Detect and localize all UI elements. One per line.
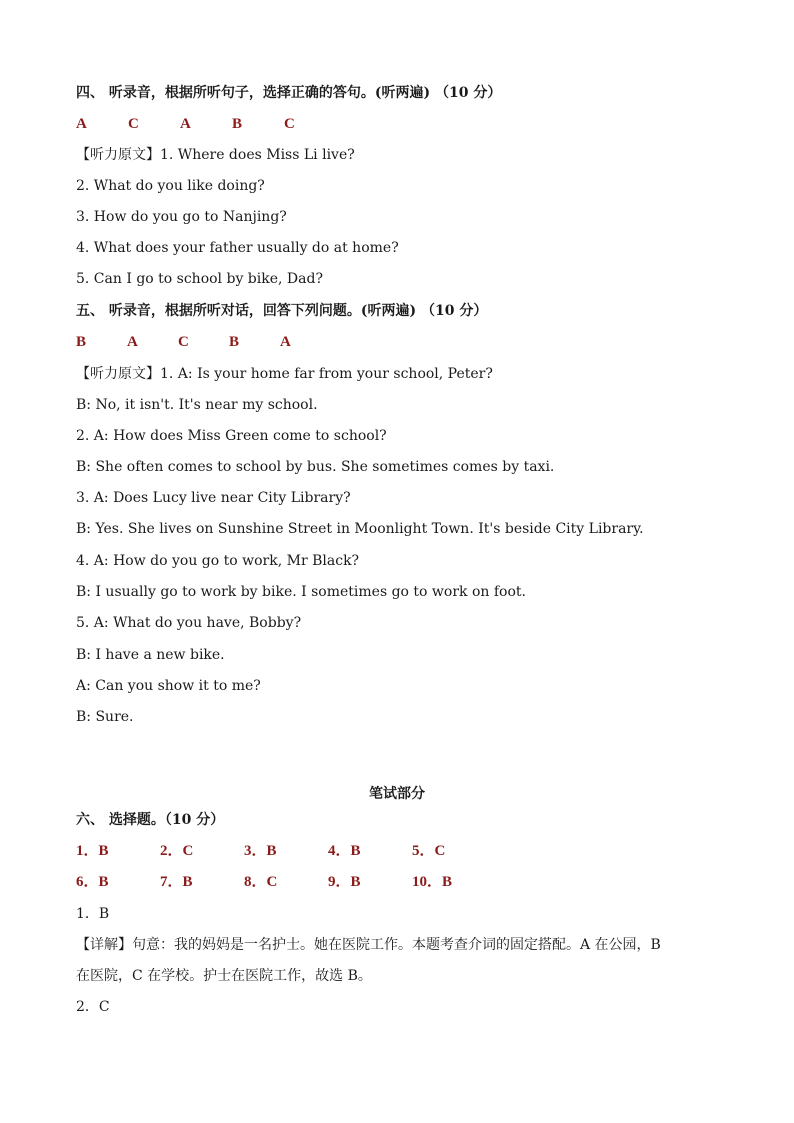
transcript-line: 5. A: What do you have, Bobby? xyxy=(76,615,302,631)
transcript-line: 【听力原文】1. Where does Miss Li live? xyxy=(76,147,355,163)
answer: A xyxy=(76,116,87,132)
answer: 2．C xyxy=(160,843,194,859)
answer: 4．B xyxy=(328,843,361,859)
transcript-line: B: Sure. xyxy=(76,709,134,725)
answer: 1．B xyxy=(76,843,109,859)
transcript-line: 【听力原文】1. A: Is your home far from your school, Peter? xyxy=(76,366,493,382)
transcript-line: 4. What does your father usually do at home? xyxy=(76,240,399,256)
answer: 9．B xyxy=(328,874,361,890)
answer: 8．C xyxy=(244,874,278,890)
detail-text: 在医院，C 在学校。护士在医院工作，故选 B。 xyxy=(76,968,372,984)
transcript-line: B: I usually go to work by bike. I sometimes go to work on foot. xyxy=(76,584,526,600)
transcript-line: 4. A: How do you go to work, Mr Black? xyxy=(76,553,360,569)
section5-heading: 五、 听录音，根据所听对话，回答下列问题。(听两遍) （10 分） xyxy=(76,303,488,319)
answer: 6．B xyxy=(76,874,109,890)
transcript-line: B: She often comes to school by bus. She sometimes comes by taxi. xyxy=(76,459,555,475)
transcript-line: 2. A: How does Miss Green come to school? xyxy=(76,428,387,444)
section4-answers xyxy=(76,115,295,133)
question-label: 2．C xyxy=(76,999,110,1015)
transcript-line: 3. How do you go to Nanjing? xyxy=(76,209,287,225)
transcript-line: B: No, it isn't. It's near my school. xyxy=(76,397,318,413)
answer: C xyxy=(284,116,295,132)
answer: C xyxy=(178,334,189,350)
section5-answers xyxy=(76,333,291,351)
transcript-line: B: I have a new bike. xyxy=(76,647,225,663)
question-label: 1．B xyxy=(76,906,110,922)
written-part-title: 笔试部分 xyxy=(369,786,425,802)
answer: A xyxy=(180,116,191,132)
transcript-line: 5. Can I go to school by bike, Dad? xyxy=(76,271,323,287)
answer: B xyxy=(232,116,243,132)
section6-heading: 六、 选择题。（10 分） xyxy=(76,812,225,828)
section6-answer-row xyxy=(76,873,452,891)
answer: 3．B xyxy=(244,843,277,859)
answer: B xyxy=(76,334,87,350)
detail-text: 【详解】句意：我的妈妈是一名护士。她在医院工作。本题考查介词的固定搭配。A 在公园，B xyxy=(76,937,661,953)
section4-heading: 四、 听录音，根据所听句子，选择正确的答句。(听两遍) （10 分） xyxy=(76,85,502,101)
answer: 7．B xyxy=(160,874,193,890)
transcript-line: A: Can you show it to me? xyxy=(76,678,261,694)
answer: A xyxy=(127,334,138,350)
answer: B xyxy=(229,334,240,350)
answer: A xyxy=(280,334,291,350)
section6-answer-row xyxy=(76,842,445,860)
transcript-line: B: Yes. She lives on Sunshine Street in Moonlight Town. It's beside City Library. xyxy=(76,521,644,537)
answer: 10．B xyxy=(412,874,453,890)
transcript-line: 2. What do you like doing? xyxy=(76,178,265,194)
answer: 5．C xyxy=(412,843,446,859)
answer: C xyxy=(128,116,139,132)
transcript-line: 3. A: Does Lucy live near City Library? xyxy=(76,490,351,506)
